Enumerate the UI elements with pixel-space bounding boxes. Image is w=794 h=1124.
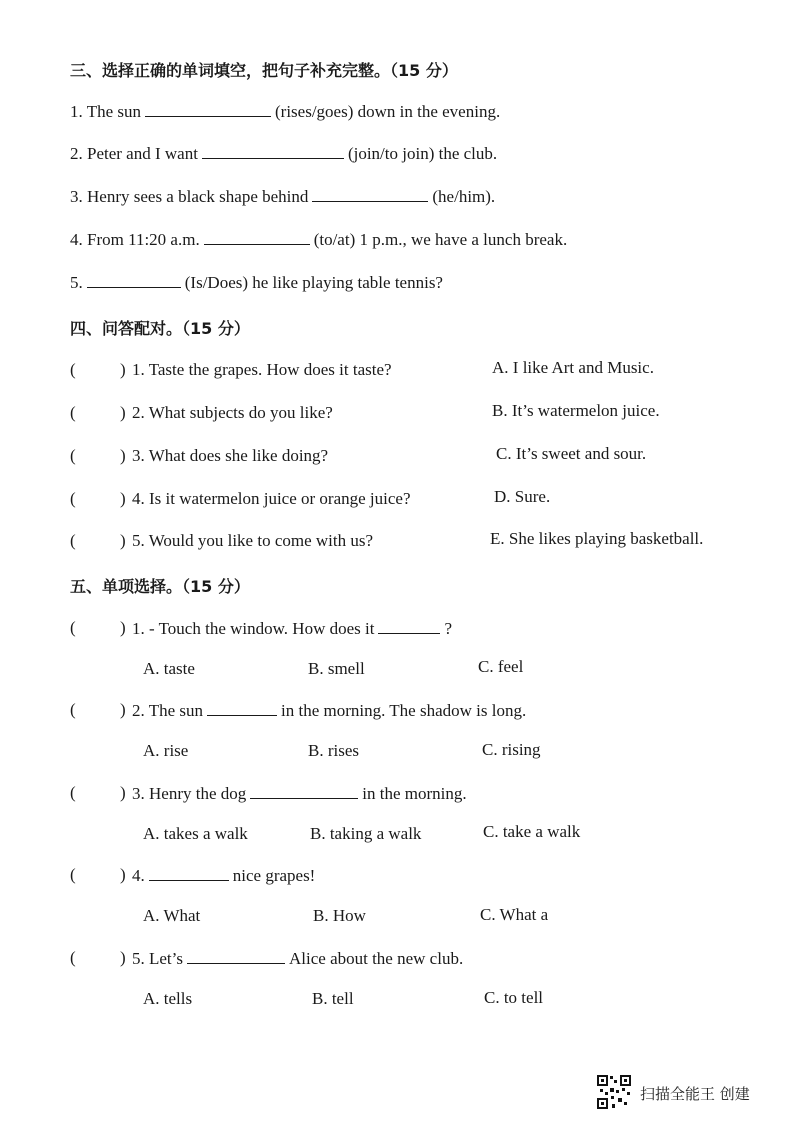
s5-q4-option-c: C. What a	[480, 905, 549, 924]
s3-item-3-text: 3. Henry sees a black shape behind	[70, 187, 309, 206]
s5-q2-option-b: B. rises	[308, 741, 359, 760]
s4-answer-c: C. It’s sweet and sour.	[496, 444, 647, 463]
s5-q5-option-c: C. to tell	[484, 988, 544, 1007]
s5-q4-post: nice grapes!	[232, 866, 316, 885]
s4-answer-a: A. I like Art and Music.	[492, 358, 654, 377]
s5-paren-1-open: (	[70, 618, 76, 637]
s3-item-3-hint: (he/him).	[432, 187, 496, 206]
s5-question-3	[132, 783, 467, 804]
s5-paren-3-close: )	[120, 783, 126, 802]
s3-item-2	[70, 143, 497, 164]
s5-paren-5-close: )	[120, 948, 126, 967]
s5-q3-post: in the morning.	[362, 784, 467, 803]
s5-q3-option-a: A. takes a walk	[143, 824, 248, 843]
s4-answer-b: B. It’s watermelon juice.	[492, 401, 660, 420]
s4-paren-1-open: (	[70, 360, 76, 379]
s5-paren-4-open: (	[70, 865, 76, 884]
s5-q4-blank[interactable]	[149, 865, 229, 881]
s4-question-2: 2. What subjects do you like?	[132, 403, 333, 422]
s3-item-4-blank[interactable]	[204, 229, 310, 245]
s4-question-1: 1. Taste the grapes. How does it taste?	[132, 360, 392, 379]
s5-q1-post: ?	[444, 619, 452, 638]
s5-q3-option-c: C. take a walk	[483, 822, 581, 841]
footer-text: 扫描全能王 创建	[640, 1085, 750, 1103]
s3-item-1-blank[interactable]	[145, 101, 271, 117]
s5-q1-option-b: B. smell	[308, 659, 365, 678]
s5-q2-option-a: A. rise	[143, 741, 189, 760]
s5-q1-option-a: A. taste	[143, 659, 195, 678]
s5-question-4	[132, 865, 315, 886]
s5-q1-option-c: C. feel	[478, 657, 524, 676]
s5-paren-5-open: (	[70, 948, 76, 967]
s4-paren-5-open: (	[70, 531, 76, 550]
s3-item-5-hint: (Is/Does) he like playing table tennis?	[184, 273, 443, 292]
s4-paren-2-open: (	[70, 403, 76, 422]
s3-item-2-blank[interactable]	[202, 143, 344, 159]
s4-paren-3-open: (	[70, 446, 76, 465]
s3-item-2-hint: (join/to join) the club.	[347, 144, 498, 163]
s5-q5-text: 5. Let’s	[132, 949, 183, 968]
s4-paren-5-close: )	[120, 531, 126, 550]
s5-q3-text: 3. Henry the dog	[132, 784, 247, 803]
section4-heading: 四、问答配对。（15 分）	[70, 319, 250, 338]
section5-heading: 五、单项选择。（15 分）	[70, 577, 250, 596]
s5-q5-post: Alice about the new club.	[289, 949, 464, 968]
s4-paren-4-close: )	[120, 489, 126, 508]
s3-item-4-text: 4. From 11:20 a.m.	[70, 230, 200, 249]
s5-q2-option-c: C. rising	[482, 740, 541, 759]
s3-item-1-hint: (rises/goes) down in the evening.	[275, 102, 501, 121]
s3-item-2-text: 2. Peter and I want	[70, 144, 198, 163]
s5-q4-option-a: A. What	[143, 906, 201, 925]
s4-paren-2-close: )	[120, 403, 126, 422]
s5-q1-blank[interactable]	[378, 618, 440, 634]
s4-question-3: 3. What does she like doing?	[132, 446, 329, 465]
s5-paren-1-close: )	[120, 618, 126, 637]
s4-paren-1-close: )	[120, 360, 126, 379]
s3-item-5-blank[interactable]	[87, 272, 181, 288]
s3-item-4	[70, 229, 567, 250]
s4-question-4: 4. Is it watermelon juice or orange juice?	[132, 489, 411, 508]
s4-paren-4-open: (	[70, 489, 76, 508]
s3-item-3-blank[interactable]	[312, 186, 428, 202]
s5-q1-text: 1. - Touch the window. How does it	[132, 619, 375, 638]
s5-paren-3-open: (	[70, 783, 76, 802]
s4-paren-3-close: )	[120, 446, 126, 465]
s4-answer-d: D. Sure.	[494, 487, 551, 506]
s5-paren-2-open: (	[70, 700, 76, 719]
s5-q5-option-b: B. tell	[312, 989, 354, 1008]
s5-question-5	[132, 948, 463, 969]
s5-q5-option-a: A. tells	[143, 989, 193, 1008]
s5-question-1	[132, 618, 452, 639]
section3-heading: 三、选择正确的单词填空，把句子补充完整。（15 分）	[70, 61, 458, 80]
s5-q3-blank[interactable]	[250, 783, 358, 799]
s5-q2-blank[interactable]	[207, 700, 277, 716]
s5-question-2	[132, 700, 526, 721]
s3-item-5-text: 5.	[70, 273, 83, 292]
s5-q3-option-b: B. taking a walk	[310, 824, 422, 843]
s4-question-5: 5. Would you like to come with us?	[132, 531, 374, 550]
s4-answer-e: E. She likes playing basketball.	[490, 529, 704, 548]
s3-item-3	[70, 186, 495, 207]
s5-q2-post: in the morning. The shadow is long.	[281, 701, 527, 720]
s5-q5-blank[interactable]	[187, 948, 285, 964]
s3-item-4-hint: (to/at) 1 p.m., we have a lunch break.	[313, 230, 568, 249]
s5-paren-2-close: )	[120, 700, 126, 719]
qr-code-icon	[596, 1074, 632, 1110]
s3-item-5	[70, 272, 443, 293]
s5-q2-text: 2. The sun	[132, 701, 203, 720]
s3-item-1	[70, 101, 500, 122]
s5-q4-option-b: B. How	[313, 906, 366, 925]
s5-q4-text: 4.	[132, 866, 145, 885]
s5-paren-4-close: )	[120, 865, 126, 884]
s3-item-1-text: 1. The sun	[70, 102, 141, 121]
